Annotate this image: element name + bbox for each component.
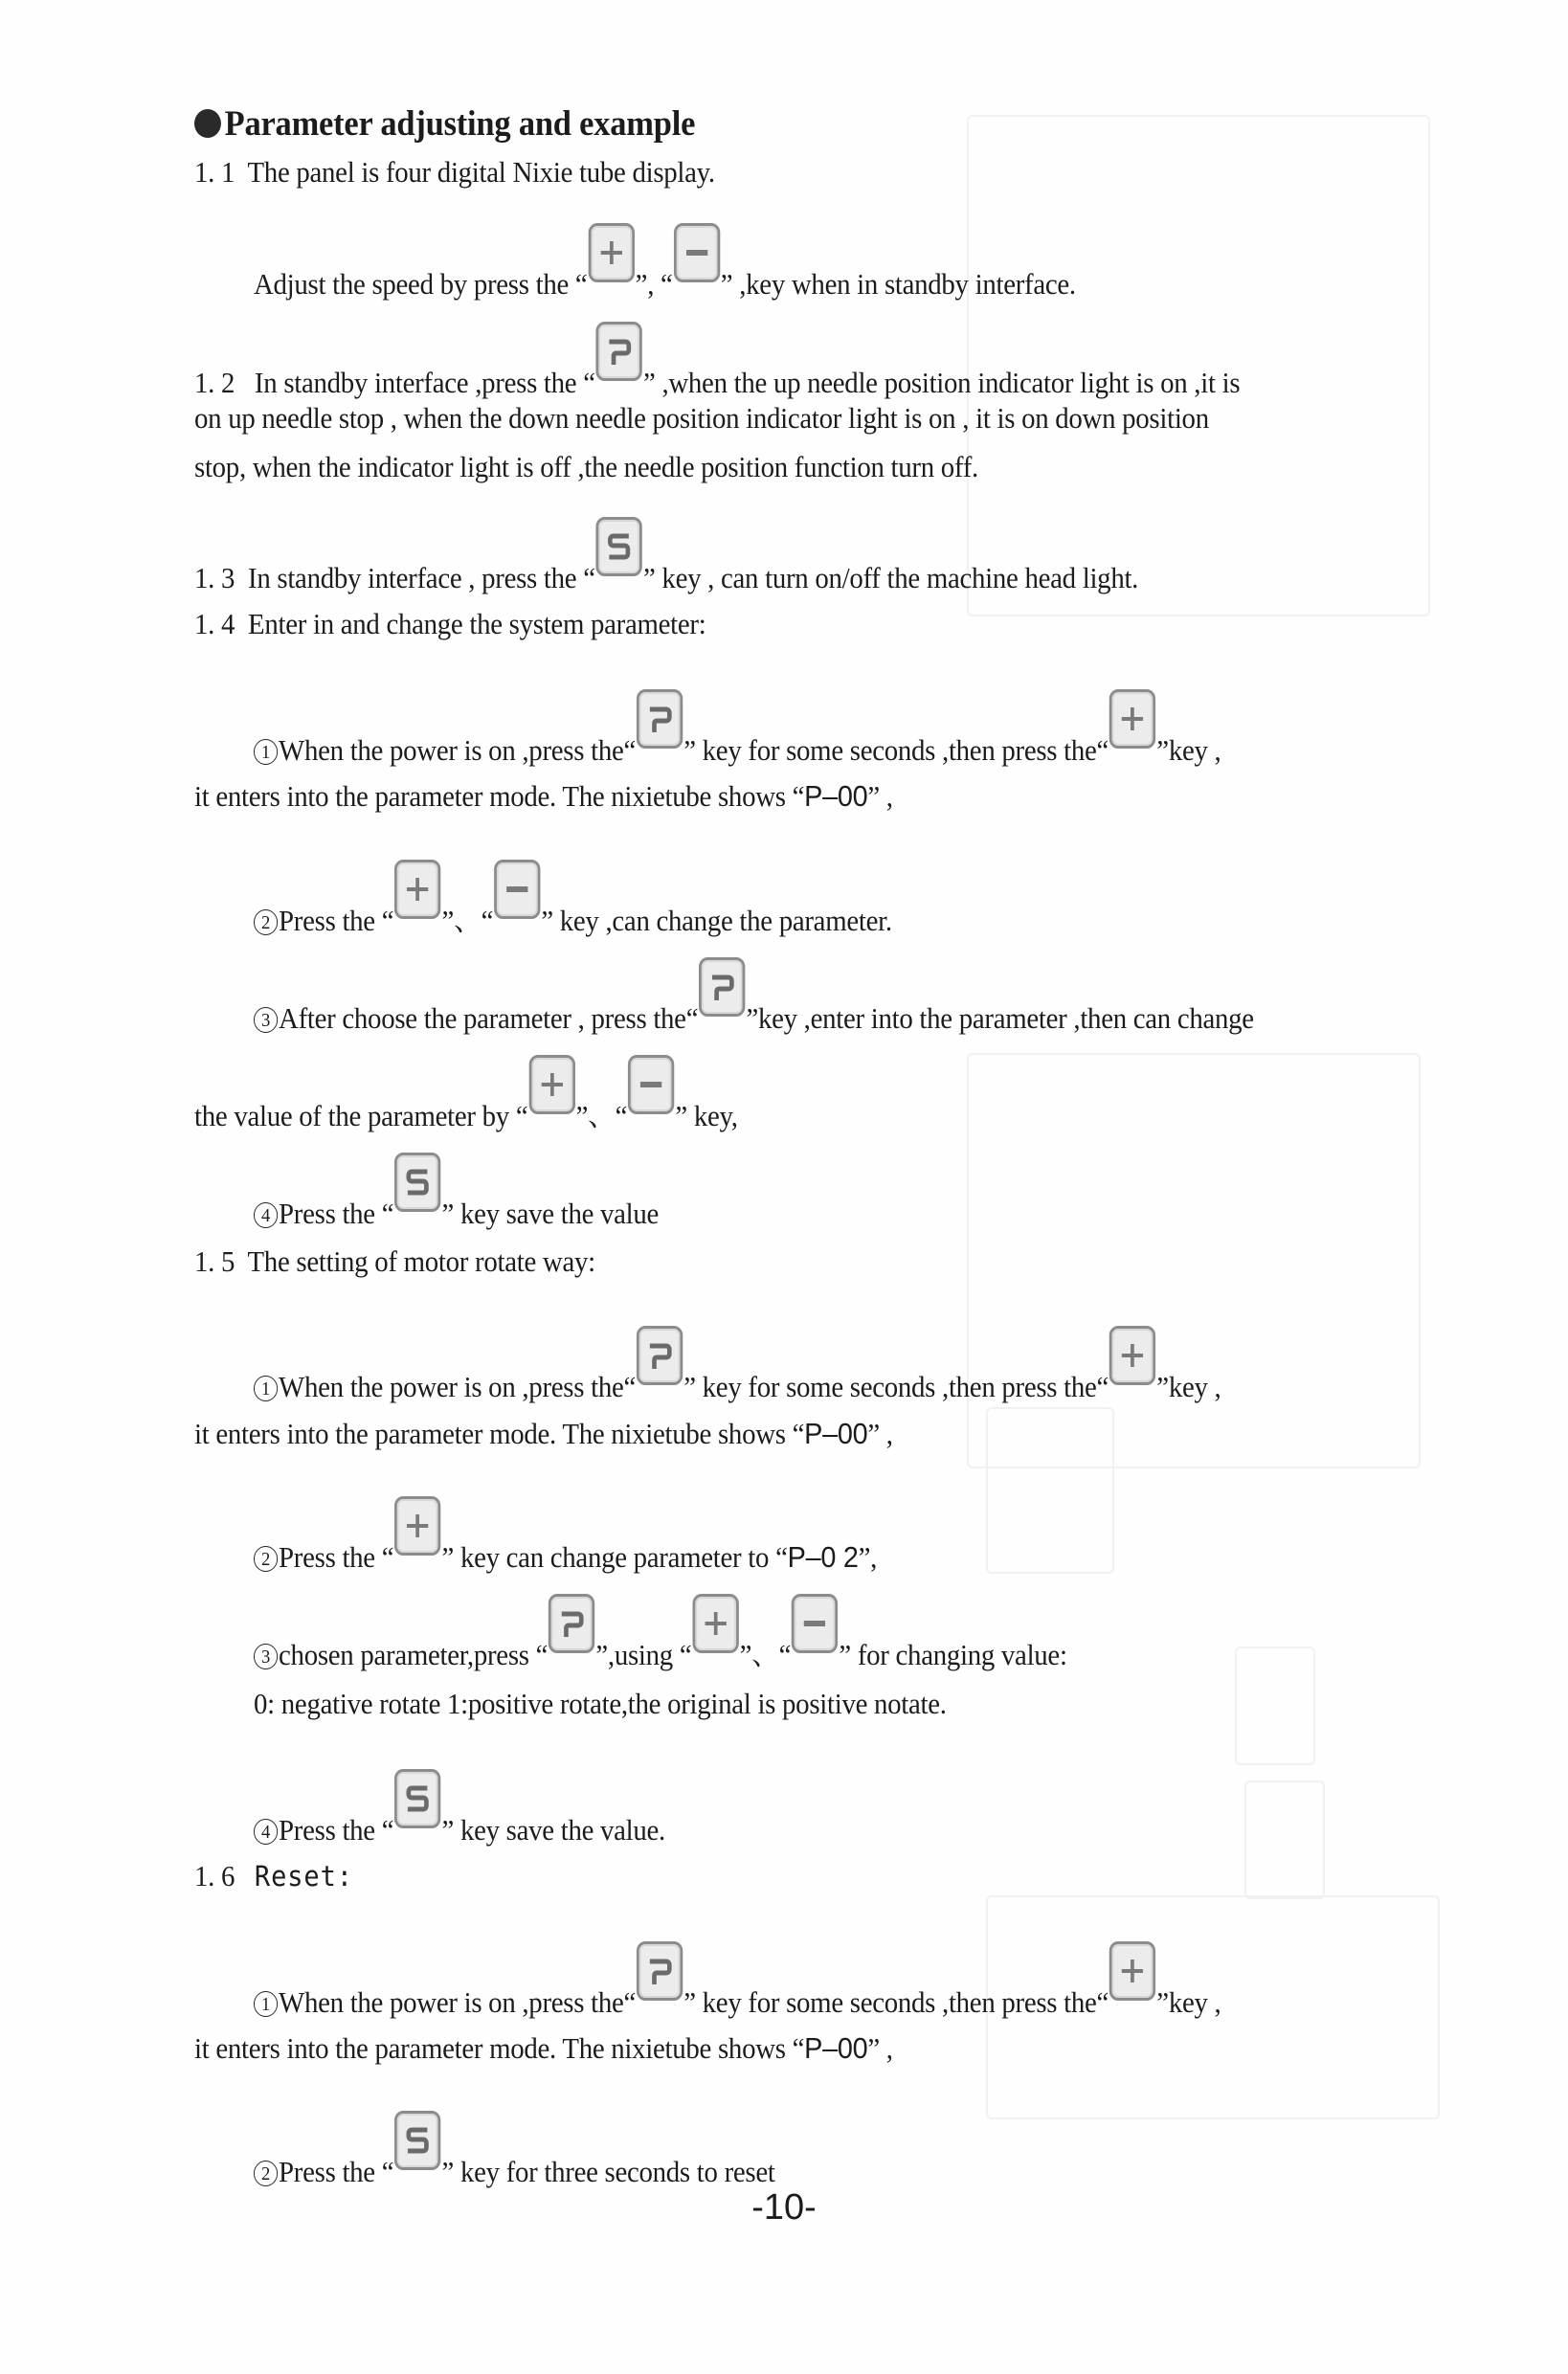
text: When the power is on ,press the“: [279, 733, 636, 767]
plus-key-icon: [394, 860, 440, 919]
plus-key-icon: [528, 1055, 574, 1114]
minus-key-icon: [628, 1055, 674, 1114]
text: the value of the parameter by “: [194, 1099, 528, 1132]
text: ” ,key when in standby interface.: [720, 267, 1076, 301]
step-number: 2: [254, 909, 278, 935]
text: it enters into the parameter mode. The nixietube shows “: [194, 2031, 805, 2065]
page-number: -10-: [751, 2187, 817, 2228]
step-number: 2: [254, 2161, 278, 2186]
minus-key-icon: [494, 860, 540, 919]
section-1-2: [194, 343, 1240, 402]
step-number: 1: [254, 739, 278, 765]
text: ” for changing value:: [839, 1638, 1067, 1671]
text: ”key ,: [1156, 1985, 1221, 2019]
s-key-icon: [394, 1153, 440, 1212]
page-title: [194, 105, 695, 144]
section-1-1-adjust: [254, 244, 1076, 303]
section-title: The setting of motor rotate way:: [247, 1244, 595, 1278]
text: ” key for some seconds ,then press the“: [683, 733, 1109, 767]
plus-key-icon: [1109, 689, 1155, 749]
s-key-icon: [394, 1769, 440, 1828]
text: ” key for some seconds ,then press the“: [683, 1370, 1109, 1403]
section-1-5-step1: [254, 1347, 1221, 1406]
text: ” key for some seconds ,then press the“: [683, 1985, 1109, 2019]
section-1-1: [194, 153, 715, 191]
text: ”、“: [739, 1638, 792, 1671]
step-number: 4: [254, 1202, 278, 1228]
section-1-4: [194, 605, 706, 643]
page-title-text: Parameter adjusting and example: [224, 104, 696, 144]
section-number: 1. 2: [194, 366, 235, 399]
section-1-6: [194, 1857, 353, 1895]
text: In standby interface , press the “: [248, 561, 595, 594]
section-1-2-line3: stop, when the indicator light is off ,the needle position function turn off.: [194, 450, 978, 483]
text: chosen parameter,press “: [279, 1638, 549, 1671]
text: ” key save the value.: [441, 1813, 665, 1847]
section-number: 1. 4: [194, 607, 235, 640]
p-key-icon: [637, 1941, 683, 2001]
section-number: 1. 3: [194, 561, 235, 594]
text: ” ,: [867, 1417, 893, 1450]
text: Press the “: [279, 904, 394, 937]
plus-key-icon: [1109, 1941, 1155, 2001]
section-1-5-step4: [254, 1790, 665, 1849]
text: Press the “: [279, 1813, 394, 1847]
text: ” key save the value: [441, 1197, 660, 1230]
minus-key-icon: [674, 223, 720, 282]
text: ”、“: [575, 1099, 628, 1132]
section-1-6-step1-line2: [194, 2029, 893, 2068]
text: ”key ,: [1156, 733, 1221, 767]
text: ” key ,can change the parameter.: [541, 904, 892, 937]
text: When the power is on ,press the“: [279, 1370, 636, 1403]
text: ” key , can turn on/off the machine head light.: [642, 561, 1139, 594]
section-1-4-step1: [254, 710, 1221, 770]
text: ” key for three seconds to reset: [441, 2155, 775, 2188]
section-1-6-step1: [254, 1962, 1221, 2022]
text: ”key ,enter into the parameter ,then can change: [746, 1001, 1254, 1035]
section-1-5-values: 0: negative rotate 1:positive rotate,the original is positive notate.: [254, 1687, 947, 1720]
section-1-5: [194, 1243, 595, 1281]
bullet-icon: [194, 109, 221, 138]
text: it enters into the parameter mode. The nixietube shows “: [194, 779, 805, 813]
section-number: 1. 5: [194, 1244, 235, 1278]
section-number: 1. 6: [194, 1859, 235, 1892]
section-1-5-step2: [254, 1517, 877, 1577]
text: ” ,: [867, 2031, 893, 2065]
section-1-4-step3-line2: [194, 1076, 738, 1135]
text: ”、“: [441, 904, 494, 937]
text: When the power is on ,press the“: [279, 1985, 636, 2019]
section-1-2-line2: on up needle stop , when the down needle position indicator light is on , it is on down position: [194, 401, 1209, 435]
text: After choose the parameter , press the“: [279, 1001, 699, 1035]
section-number: 1. 1: [194, 155, 235, 189]
section-1-4-step3: [254, 978, 1254, 1038]
s-key-icon: [596, 517, 642, 576]
section-text: The panel is four digital Nixie tube display.: [247, 155, 715, 189]
text: Press the “: [279, 1197, 394, 1230]
p-key-icon: [549, 1594, 594, 1653]
text: it enters into the parameter mode. The nixietube shows “: [194, 1417, 805, 1450]
nixie-display-value: P–00: [804, 779, 868, 813]
step-number: 4: [254, 1819, 278, 1845]
p-key-icon: [637, 689, 683, 749]
text: ”, “: [635, 267, 673, 301]
bleed-through-box: [986, 1407, 1114, 1574]
section-title: Enter in and change the system parameter:: [248, 607, 706, 640]
section-1-5-step3: [254, 1615, 1067, 1674]
text: Press the “: [279, 2155, 394, 2188]
section-1-3: [194, 538, 1138, 597]
text: ”,: [858, 1540, 878, 1574]
bleed-through-box: [1244, 1780, 1325, 1899]
section-1-6-step2: [254, 2132, 775, 2191]
text: In standby interface ,press the “: [254, 366, 595, 399]
text: Adjust the speed by press the “: [254, 267, 588, 301]
text: ” key,: [675, 1099, 738, 1132]
step-number: 2: [254, 1546, 278, 1572]
text: ” key can change parameter to “: [441, 1540, 788, 1574]
text: ” ,: [867, 779, 893, 813]
nixie-display-value: P–00: [804, 2031, 868, 2065]
bleed-through-box: [1235, 1646, 1315, 1765]
section-1-4-step4: [254, 1174, 659, 1233]
step-number: 1: [254, 1991, 278, 2017]
nixie-display-value: P–00: [804, 1417, 868, 1450]
plus-key-icon: [394, 1496, 440, 1556]
text: ”,using “: [595, 1638, 692, 1671]
section-1-4-step1-line2: [194, 777, 893, 816]
section-1-4-step2: [254, 881, 892, 940]
minus-key-icon: [792, 1594, 838, 1653]
section-title: Reset:: [254, 1860, 353, 1892]
s-key-icon: [394, 2111, 440, 2170]
plus-key-icon: [692, 1594, 738, 1653]
plus-key-icon: [588, 223, 634, 282]
p-key-icon: [699, 957, 745, 1017]
step-number: 3: [254, 1007, 278, 1033]
text: ”key ,: [1156, 1370, 1221, 1403]
text: Press the “: [279, 1540, 394, 1574]
p-key-icon: [637, 1326, 683, 1385]
p-key-icon: [596, 322, 642, 381]
step-number: 3: [254, 1644, 278, 1669]
plus-key-icon: [1109, 1326, 1155, 1385]
text: ” ,when the up needle position indicator light is on ,it is: [642, 366, 1241, 399]
section-1-5-step1-line2: [194, 1415, 893, 1453]
step-number: 1: [254, 1376, 278, 1401]
nixie-display-value: P–0 2: [787, 1540, 859, 1574]
